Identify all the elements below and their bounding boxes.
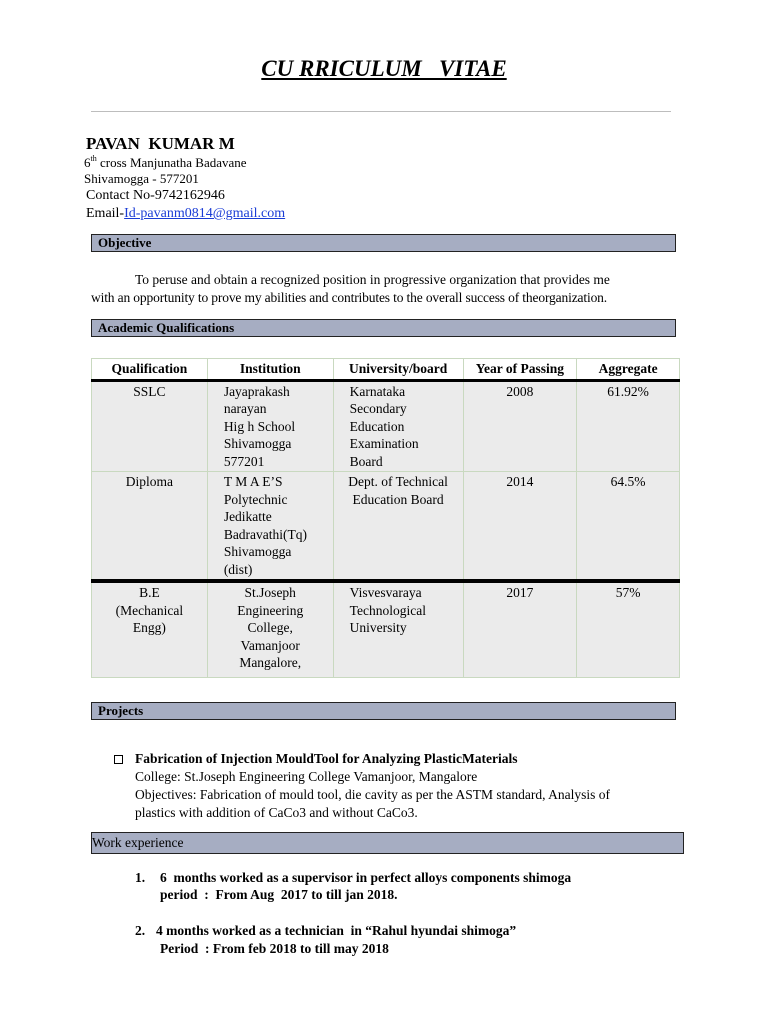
email-prefix: Email- (86, 206, 125, 221)
institution-cell: St.Joseph Engineering College, Vamanjoor Mangalore, (207, 581, 333, 677)
work-item-2-line-1: 4 months worked as a technician in “Rahul hyundai shimoga” (156, 923, 517, 938)
board-cell: Dept. of Technical Education Board (333, 472, 463, 582)
academic-table (91, 358, 680, 678)
address-superscript: th (90, 154, 97, 163)
project-title: Fabrication of Injection MouldTool for Analyzing PlasticMaterials (135, 751, 518, 766)
work-item-1-line-2: period : From Aug 2017 to till jan 2018. (160, 887, 398, 902)
work-experience-heading: Work experience (91, 832, 684, 854)
email-line (86, 206, 285, 222)
year-cell: 2017 (463, 581, 577, 677)
table-header-row (92, 359, 680, 381)
projects-heading: Projects (91, 702, 676, 720)
objective-line-1: To peruse and obtain a recognized position in progressive organization that provides me (135, 272, 610, 287)
column-header: Qualification (92, 359, 208, 381)
address-line-1 (84, 155, 247, 171)
column-header: Institution (207, 359, 333, 381)
column-header: Aggregate (577, 359, 680, 381)
address-street: cross Manjunatha Badavane (96, 155, 247, 170)
table-row (92, 380, 680, 472)
project-objectives-line-1: Objectives: Fabrication of mould tool, die cavity as per the ASTM standard, Analysis of (135, 787, 611, 802)
institution-cell: T M A E’S Polytechnic Jedikatte Badravathi(Tq) Shivamogga (dist) (207, 472, 333, 582)
work-item-2-number: 2. (135, 923, 146, 938)
year-cell: 2014 (463, 472, 577, 582)
candidate-name: PAVAN KUMAR M (86, 134, 235, 153)
project-college: College: St.Joseph Engineering College Vamanjoor, Mangalore (135, 769, 478, 784)
academic-heading: Academic Qualifications (91, 319, 676, 337)
address-number: 6 (84, 155, 91, 170)
table-row (92, 472, 680, 582)
board-cell: Visvesvaraya Technological University (333, 581, 463, 677)
qualification-cell: Diploma (92, 472, 208, 582)
objective-heading: Objective (91, 234, 676, 252)
aggregate-cell: 57% (577, 581, 680, 677)
institution-cell: Jayaprakash narayan Hig h School Shivamogga 577201 (207, 380, 333, 472)
email-link[interactable]: Id-pavanm0814@gmail.com (124, 206, 286, 221)
work-item-1-number: 1. (135, 870, 146, 885)
aggregate-cell: 61.92% (577, 380, 680, 472)
qualification-cell: SSLC (92, 380, 208, 472)
qualification-cell: B.E (Mechanical Engg) (92, 581, 208, 677)
hollow-square-bullet-icon (114, 755, 123, 764)
column-header: Year of Passing (463, 359, 577, 381)
document-title: CU RRICULUM VITAE (261, 56, 507, 81)
objective-line-2: with an opportunity to prove my abilities and contributes to the overall success of theorganization. (91, 290, 608, 305)
work-item-2-line-2: Period : From feb 2018 to till may 2018 (160, 941, 389, 956)
work-item-1-line-1: 6 months worked as a supervisor in perfect alloys components shimoga (160, 870, 572, 885)
title-divider (91, 111, 671, 112)
board-cell: Karnataka Secondary Education Examination Board (333, 380, 463, 472)
address-line-2: Shivamogga - 577201 (84, 171, 199, 186)
year-cell: 2008 (463, 380, 577, 472)
column-header: University/board (333, 359, 463, 381)
aggregate-cell: 64.5% (577, 472, 680, 582)
contact-number: Contact No-9742162946 (86, 188, 225, 203)
project-objectives-line-2: plastics with addition of CaCo3 and without CaCo3. (135, 805, 418, 820)
table-row (92, 581, 680, 677)
